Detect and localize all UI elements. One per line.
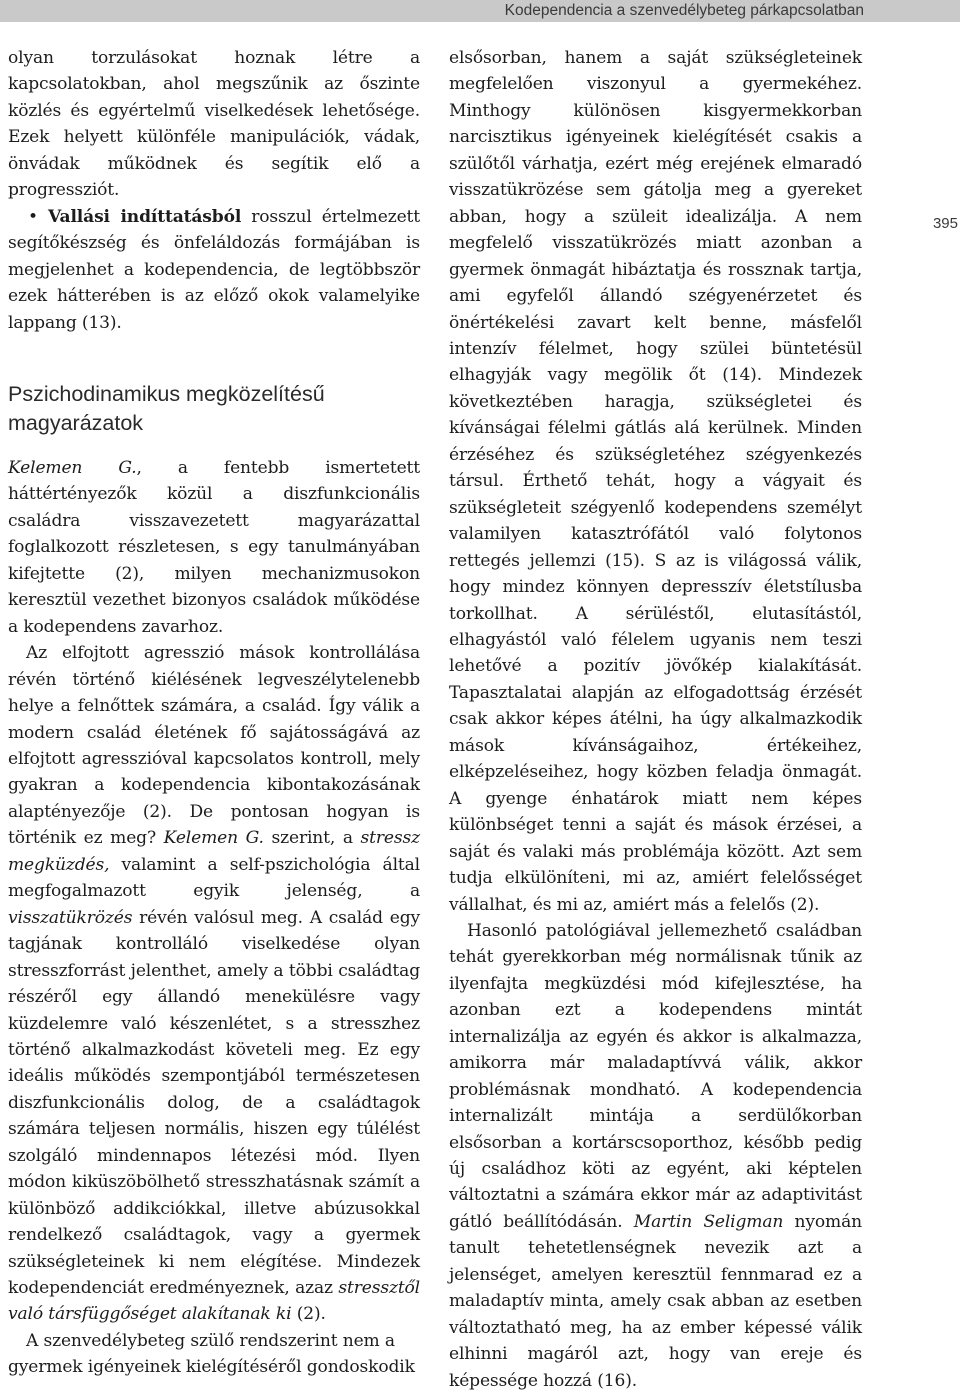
italic-term: stressztől való társfüggőséget alakítanak ki xyxy=(8,1278,420,1325)
paragraph-text: valamint a self-pszichológia által megfogalmazott egyik jelenség, a xyxy=(8,854,420,902)
paragraph-kelemen xyxy=(8,455,420,640)
bullet-text: rosszul értelmezett segítőkészség és önfeláldozás formájában is megjelenhet a kodependencia, de legtöbbször ezek hátterében is az előző okok valamelyike lappang (13). xyxy=(8,206,420,333)
italic-term: stressz megküzdés, xyxy=(8,828,420,875)
bullet-bold-term: Vallási indíttatásból xyxy=(47,206,242,227)
paragraph-text: nyomán tanult tehetetlenségnek nevezik azt a jelenséget, amelyen keresztül fennmarad ez a maladaptív minta, amely csak abban az esetben változtatható meg, ha az ember képessé válik elhinni magáról azt, hogy van ereje és képessége hozzá (16). xyxy=(449,1211,862,1391)
paragraph-text: (2). xyxy=(291,1304,326,1325)
paragraph-agression xyxy=(8,640,420,1328)
right-column xyxy=(449,45,862,1394)
paragraph-parent: A szenvedélybeteg szülő rendszerint nem a gyermek igényeinek kielégítéséről gondoskodik xyxy=(8,1330,415,1378)
bullet-item xyxy=(8,204,420,336)
section-heading: Pszichodinamikus megközelítésű magyarázatok xyxy=(8,381,325,435)
paragraph-text: révén valósul meg. A család egy tagjának kontrolláló viselkedése olyan stresszforrást jelenthet, amely a többi családtag részéről egy állandó menekülésre vagy küzdelemre való készenlétet, s a stresszhez történő alkalmazkodást követeli meg. Ez egy ideális működés szempontjából természetesen diszfunkcionális dolog, de a családtagok számára teljesen normális, hiszen egy túlélést szolgáló mindennapos létezési mód. Ilyen módon kiküszöbölhető stresszhatásnak számít a különböző addikciókkal, illetve abúzusokkal rendelkező családtagok, vagy a gyermek szükségleteinek ki nem elégítése. Mindezek kodependenciát eredményeznek, azaz xyxy=(8,907,420,1299)
paragraph-continued: elsősorban, hanem a saját szükségleteinek megfelelően viszonyul a gyermekéhez. Minthogy különösen kisgyermekkorban narcisztikus igényeinek kielégítését csakis a szülőtől várhatja, ezért még erejének elmaradó visszatükrözése sem gátolja meg a gyereket abban, hogy a szüleit idealizálja. A nem megfelelő visszatükrözés miatt azonban a gyermek önmagát hibáztatja és rossznak tartja, ami egyfelől állandó szégyenérzetet és önértékelési zavart kelt benne, másfelől intenzív félelmet, hogy szülei büntetésül elhagyják vagy megölik őt (14). Mindezek következtében haragja, szükségletei és kívánságai félelmi gátlás alá kerülnek. Minden érzéséhez és szükségletéhez szégyenkezés társul. Érthető tehát, hogy a vágyait és szükségleteit szégyenlő kodependens személyt valamilyen katasztrófától való folytonos rettegés jellemzi (15). S az is világossá válik, hogy mindez könnyen depresszív életstílusba torkollhat. A sérüléstől, elutasítástól, elhagyástól való félelem ugyanis nem teszi lehetővé a pozitív jövőkép kialakítását. Tapasztalatai alapján az elfogadottság érzését csak akkor képes átélni, ha úgy alkalmazkodik mások kívánságaihoz, értékeihez, elképzeléseihez, hogy közben feladja önmagát. A gyenge énhatárok miatt nem képes különbséget tenni a saját és mások érzései, a saját és valaki más problémája között. Azt sem tudja elkülöníteni, mi az, amiért felelősséget vállalhat, és mi az, amiért más a felelős (2). xyxy=(449,48,862,915)
paragraph-text: , a fentebb ismertetett háttértényezők közül a diszfunkcionális családra visszavezetett magyarázattal foglalkozott részletesen, s egy tanulmányában kifejtette (2), milyen mechanizmusokon keresztül vezethet bizonyos családok működése a kodependens zavarhoz. xyxy=(8,457,420,637)
paragraph-text: szerint, a xyxy=(263,828,361,849)
paragraph-pathology xyxy=(449,918,862,1394)
left-column xyxy=(8,45,420,1381)
bullet-icon: • xyxy=(28,206,38,227)
paragraph-text: Hasonló patológiával jellemezhető családban tehát gyerekkorban még normálisnak tűnik az ilyenfajta megküzdési mód kifejlesztése, ha azonban ezt a kodependens mintát internalizálja az egyén és akkor is alkalmazza, amikorra már maladaptívvá válik, akkor problémásnak mondható. A kodependencia internalizált mintája a serdülőkorban elsősorban a kortárscsoporthoz, később pedig új családhoz köti az egyént, aki képtelen változtatni a számára ekkor már az adaptivitást gátló beállítódásán. xyxy=(449,920,862,1232)
running-header-bar xyxy=(0,0,960,22)
author-name: Kelemen G. xyxy=(163,828,264,849)
running-title: Kodependencia a szenvedélybeteg párkapcsolatban xyxy=(504,2,864,19)
paragraph-continued: olyan torzulásokat hoznak létre a kapcsolatokban, ahol megszűnik az őszinte közlés és egyértelmű viselkedések lehetősége. Ezek helyett különféle manipulációk, vádak, önvádak működnek és segítik elő a progressziót. xyxy=(8,48,420,201)
author-name: Martin Seligman xyxy=(633,1211,784,1232)
italic-term: visszatükrözés xyxy=(8,907,133,928)
page-number: 395 xyxy=(932,215,958,232)
author-name: Kelemen G. xyxy=(8,457,137,478)
paragraph-text: Az elfojtott agresszió mások kontrollálása révén történő kiélésének legveszélytelenebb helye a felnőttek számára, a család. Így válik a modern család életének fő sajátosságává az elfojtott agresszióval kapcsolatos kontroll, mely gyakran a kodependencia kibontakozásának alaptényezője (2). De pontosan hogyan is történik ez meg? xyxy=(8,643,420,849)
